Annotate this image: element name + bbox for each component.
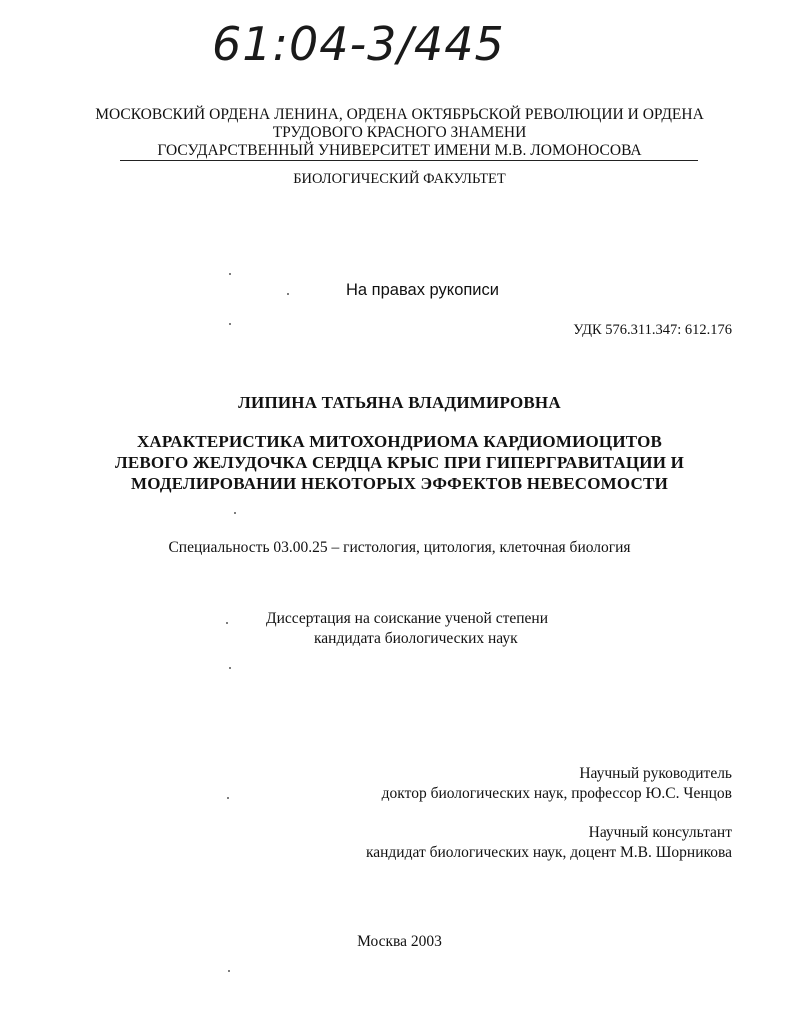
rights-note: На правах рукописи xyxy=(346,281,499,299)
consultant-name: кандидат биологических наук, доцент М.В. Шорникова xyxy=(365,844,732,861)
degree-line-1: Диссертация на соискание ученой степени xyxy=(266,610,548,627)
scan-speck xyxy=(229,323,231,325)
title-line-3: МОДЕЛИРОВАНИИ НЕКОТОРЫХ ЭФФЕКТОВ НЕВЕСОМОСТИ xyxy=(131,474,668,493)
scientific-consultant xyxy=(366,823,732,863)
dissertation-title xyxy=(0,431,799,494)
city-year: Москва 2003 xyxy=(357,933,442,950)
udk-code: УДК 576.311.347: 612.176 xyxy=(573,322,732,338)
scan-speck xyxy=(226,622,228,624)
header-divider xyxy=(120,160,698,161)
scan-speck xyxy=(287,293,289,295)
advisor-name: доктор биологических наук, профессор Ю.С. Ченцов xyxy=(381,785,732,802)
title-line-2: ЛЕВОГО ЖЕЛУДОЧКА СЕРДЦА КРЫС ПРИ ГИПЕРГРАВИТАЦИИ И xyxy=(114,453,684,472)
scientific-advisor xyxy=(382,764,732,804)
university-name xyxy=(0,106,799,160)
scan-speck xyxy=(229,273,231,275)
archive-code-text: 61:04-3/445 xyxy=(212,17,505,71)
author-name: ЛИПИНА ТАТЬЯНА ВЛАДИМИРОВНА xyxy=(238,393,561,412)
faculty-name: БИОЛОГИЧЕСКИЙ ФАКУЛЬТЕТ xyxy=(293,171,506,187)
handwritten-archive-code xyxy=(208,8,508,78)
specialty-line: Специальность 03.00.25 – гистология, цитология, клеточная биология xyxy=(168,539,631,556)
degree-statement xyxy=(266,609,548,649)
university-line-2: ТРУДОВОГО КРАСНОГО ЗНАМЕНИ xyxy=(272,124,527,141)
scan-speck xyxy=(229,667,231,669)
consultant-role: Научный консультант xyxy=(588,824,732,841)
scan-speck xyxy=(228,970,230,972)
advisor-role: Научный руководитель xyxy=(579,765,732,782)
scan-speck xyxy=(227,797,229,799)
university-line-3: ГОСУДАРСТВЕННЫЙ УНИВЕРСИТЕТ ИМЕНИ М.В. ЛОМОНОСОВА xyxy=(157,142,642,159)
university-line-1: МОСКОВСКИЙ ОРДЕНА ЛЕНИНА, ОРДЕНА ОКТЯБРЬСКОЙ РЕВОЛЮЦИИ И ОРДЕНА xyxy=(95,106,704,123)
degree-line-2: кандидата биологических наук xyxy=(314,630,518,647)
title-line-1: ХАРАКТЕРИСТИКА МИТОХОНДРИОМА КАРДИОМИОЦИТОВ xyxy=(136,432,663,451)
scan-speck xyxy=(234,512,236,514)
